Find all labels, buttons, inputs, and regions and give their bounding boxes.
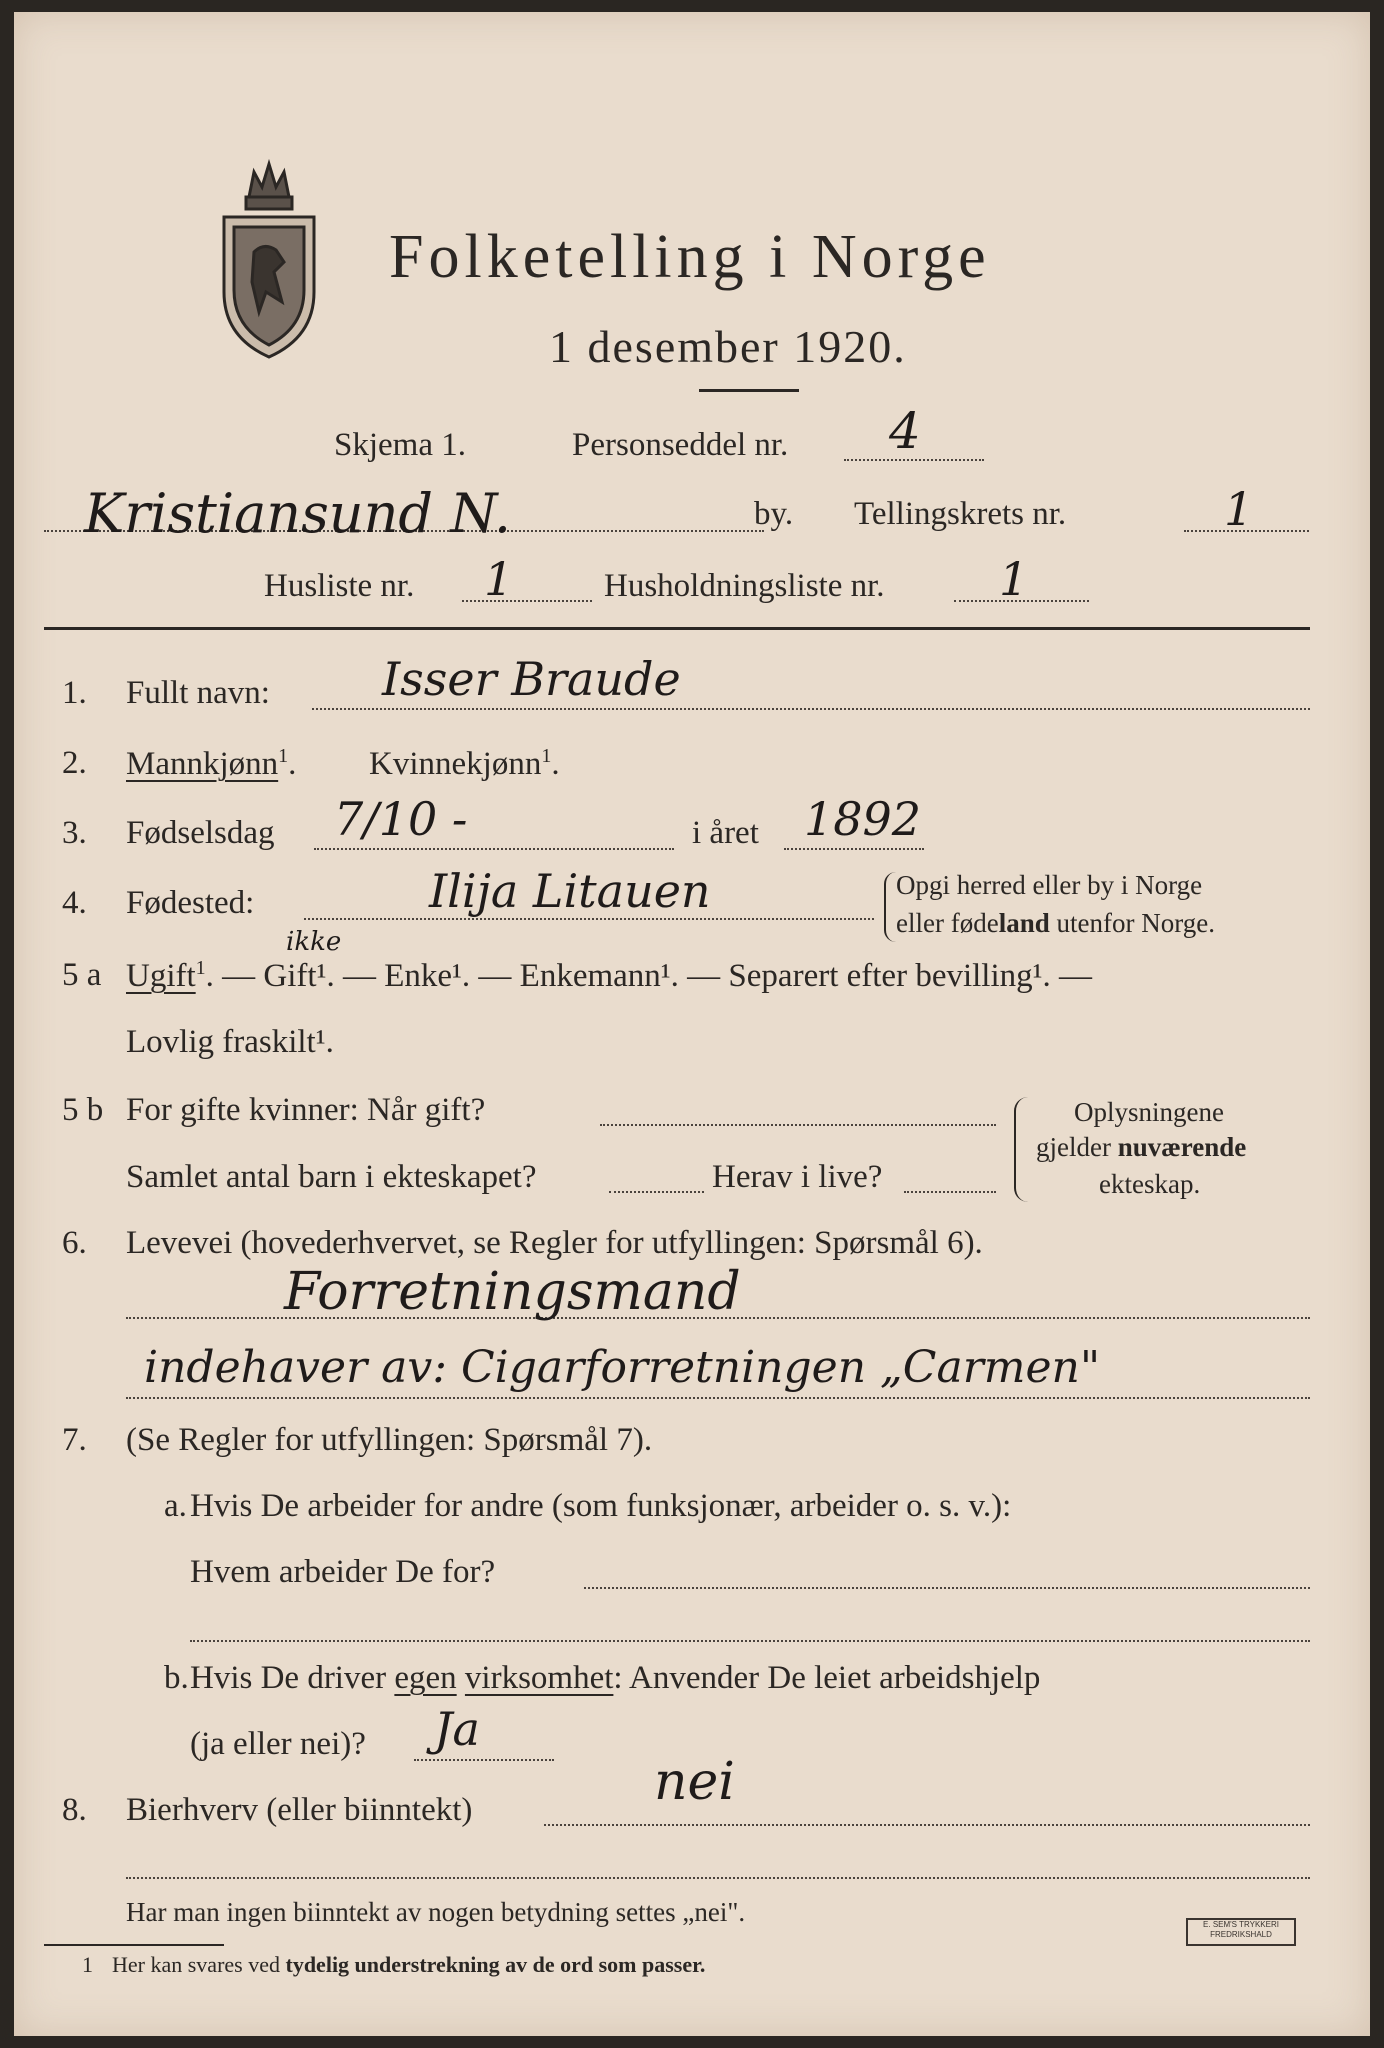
q1-number: 1.: [62, 675, 87, 711]
q2-number: 2.: [62, 745, 87, 781]
q7b-label: [190, 1660, 1040, 1697]
q7a-label: Hvis De arbeider for andre (som funksjonær, arbeider o. s. v.):: [190, 1488, 1012, 1524]
title-divider: [699, 389, 799, 392]
q1-label: Fullt navn:: [126, 675, 270, 711]
q8-label: Bierhverv (eller biinntekt): [126, 1792, 473, 1828]
tellingskrets-label: Tellingskrets nr.: [854, 496, 1067, 532]
town-value: Kristiansund N.: [84, 482, 512, 545]
q5b-note-a: gjelder: [1036, 1132, 1118, 1162]
q5a-number: 5 a: [62, 957, 102, 993]
q5b-note-line1: Oplysningene: [1074, 1097, 1224, 1127]
q8-line2: [126, 1877, 1310, 1879]
q5b-note-b: nuværende: [1117, 1132, 1247, 1162]
census-form-sheet: [14, 12, 1370, 2036]
footnote-text: [112, 1952, 705, 1978]
q8-line1: [544, 1824, 1310, 1826]
q2-option-female: Kvinnekjønn$^1$.: [369, 745, 560, 782]
q4-brace: [884, 872, 896, 942]
q7a-line1: [584, 1587, 1310, 1589]
q7b-virksomhet: virksomhet: [464, 1660, 614, 1696]
q4-label: Fødested:: [126, 885, 255, 921]
q3-number: 3.: [62, 815, 87, 851]
norwegian-coat-of-arms-icon: [204, 142, 334, 362]
q2-female-label: Kvinnekjønn: [369, 746, 542, 782]
q7b-value: Ja: [434, 1702, 480, 1756]
q7b-line: [414, 1759, 554, 1761]
census-date: 1 desember 1920.: [549, 321, 907, 372]
q8-number: 8.: [62, 1792, 87, 1828]
q1-value: Isser Braude: [382, 652, 681, 706]
tellingskrets-value: 1: [1224, 482, 1254, 536]
q7b-line2-label: (ja eller nei)?: [190, 1726, 366, 1762]
q3-label: Fødselsdag: [126, 815, 275, 851]
q5b-label: For gifte kvinner: Når gift?: [126, 1092, 486, 1128]
printer-stamp-line1: E. SEM'S TRYKKERI: [1203, 1920, 1279, 1929]
q5b-brace: [1014, 1097, 1028, 1202]
q1-line: [312, 708, 1310, 710]
header-divider: [44, 627, 1310, 630]
q5a-insert: ikke: [286, 927, 342, 957]
q4-value: Ilija Litauen: [429, 864, 711, 918]
q2-male-label: Mannkjønn: [126, 746, 279, 782]
q5b-number: 5 b: [62, 1092, 104, 1128]
footnote-rule: [44, 1944, 224, 1946]
personseddel-label: Personseddel nr.: [572, 427, 789, 463]
q5b-note-line3: ekteskap.: [1099, 1169, 1201, 1199]
q2-option-male: Mannkjønn$^1$.: [126, 745, 297, 782]
q5a-line2: Lovlig fraskilt¹.: [126, 1024, 334, 1060]
q6-value2: indehaver av: Cigarforretningen „Carmen": [144, 1342, 1101, 1393]
q7a-line2: [190, 1640, 1310, 1642]
husholdningsliste-label: Husholdningsliste nr.: [604, 568, 885, 604]
personseddel-value: 4: [889, 402, 921, 460]
q7b-space: [457, 1660, 465, 1696]
q4-note-line1: Opgi herred eller by i Norge: [896, 870, 1203, 900]
q6-value1: Forretningsmand: [284, 1262, 741, 1322]
q6-line2: [126, 1397, 1310, 1399]
q7b-number: b.: [164, 1660, 189, 1696]
q7b-part-a: Hvis De driver: [190, 1660, 395, 1696]
q7-number: 7.: [62, 1422, 87, 1458]
q5a-options: Ugift$^1$. — Gift¹. — Enke¹. — Enkemann¹. — Separert efter bevilling¹. —: [126, 957, 1093, 994]
q7a-number: a.: [164, 1488, 187, 1524]
q4-line: [304, 918, 874, 920]
schema-label: Skjema 1.: [334, 427, 466, 463]
q3-year-line: [784, 848, 924, 850]
biinntekt-note: Har man ingen biinntekt av nogen betydning settes „nei".: [126, 1897, 746, 1927]
q4-note-a: eller føde: [896, 908, 999, 938]
q4-note-line2: [896, 908, 1215, 939]
q3-year-label: i året: [692, 815, 759, 851]
q7b-egen: egen: [394, 1660, 457, 1696]
by-label: by.: [754, 496, 794, 532]
form-title: Folketelling i Norge: [389, 223, 991, 291]
q8-value: nei: [654, 1752, 735, 1812]
q3-year-value: 1892: [804, 792, 922, 846]
husholdningsliste-value: 1: [999, 552, 1029, 606]
q5a-other-options: . — Gift¹. — Enke¹. — Enkemann¹. — Separert efter bevilling¹. —: [205, 958, 1093, 994]
q3-value: 7/10 -: [334, 792, 468, 846]
q5b-alive-label: Herav i live?: [712, 1159, 883, 1195]
q6-number: 6.: [62, 1225, 87, 1261]
q4-note-c: utenfor Norge.: [1049, 908, 1215, 938]
q4-number: 4.: [62, 885, 87, 921]
q5b-children-label: Samlet antal barn i ekteskapet?: [126, 1159, 537, 1195]
q5b-alive-line: [904, 1191, 996, 1193]
husliste-value: 1: [484, 552, 514, 606]
q7a-line2-label: Hvem arbeider De for?: [190, 1554, 496, 1590]
q5b-children-line: [609, 1191, 704, 1193]
q5b-note-line2: [1036, 1132, 1246, 1163]
q7b-part-b: : Anvender De leiet arbeidshjelp: [613, 1660, 1041, 1696]
q4-note-b: land: [998, 908, 1050, 938]
q3-date-line: [314, 848, 674, 850]
husliste-line: [462, 600, 592, 602]
q5a-ugift: Ugift: [126, 958, 196, 994]
footnote-text-b: tydelig understrekning av de ord som passer.: [285, 1952, 706, 1977]
footnote-text-a: Her kan svares ved: [112, 1952, 286, 1977]
q5b-when-line: [600, 1124, 996, 1126]
printer-stamp-line2: FREDRIKSHALD: [1210, 1930, 1272, 1939]
printer-stamp: [1186, 1918, 1296, 1946]
q6-label: Levevei (hovederhvervet, se Regler for utfyllingen: Spørsmål 6).: [126, 1225, 983, 1261]
footnote-mark: 1: [82, 1952, 93, 1977]
husliste-label: Husliste nr.: [264, 568, 415, 604]
q7-label: (Se Regler for utfyllingen: Spørsmål 7).: [126, 1422, 653, 1458]
